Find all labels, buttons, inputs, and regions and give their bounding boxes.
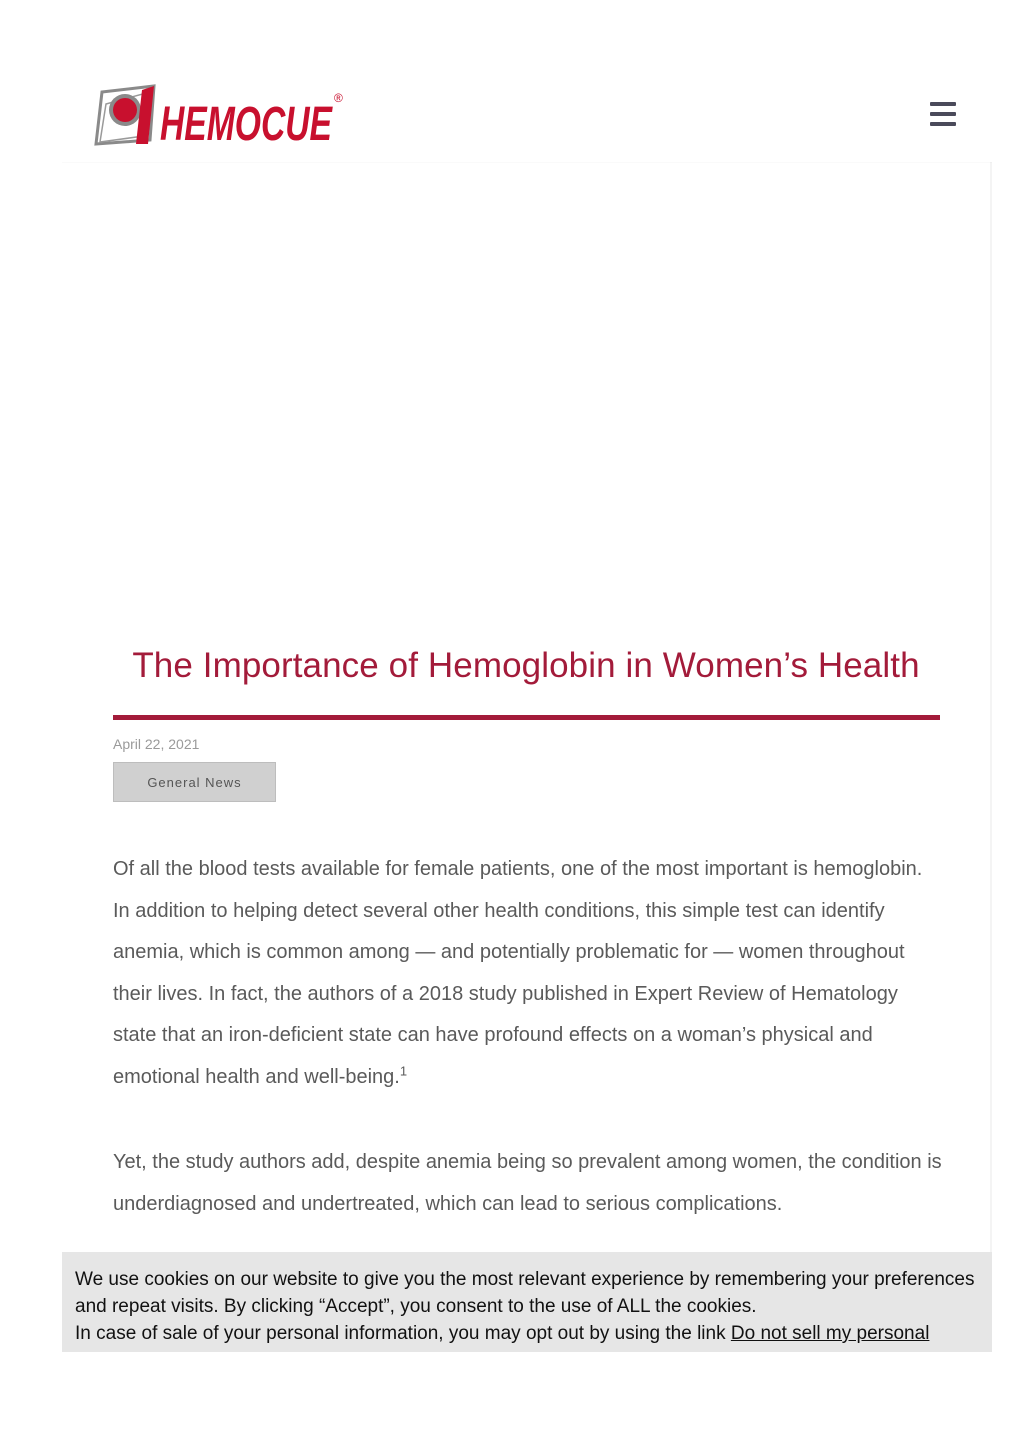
svg-text:®: ® bbox=[334, 91, 343, 105]
svg-text:HEMOCUE: HEMOCUE bbox=[160, 98, 334, 151]
footnote-ref[interactable]: 1 bbox=[399, 1062, 408, 1078]
article-paragraph bbox=[113, 849, 943, 1098]
paragraph-text: Of all the blood tests available for female patients, one of the most important is hemoglobin. In addition to helping detect several other health conditions, this simple test can identify anemia, which is common among — and potentially problematic for — women throughout their lives. In fact, the authors of a 2018 study published in Expert Review of Hematology state that an iron-deficient state can have profound effects on a woman’s physical and emotional health and well-being. bbox=[113, 858, 923, 1088]
cookie-consent-text: We use cookies on our website to give you the most relevant experience by remembering your preferences and repeat visits. By clicking “Accept”, you consent to the use of ALL the cookies. bbox=[75, 1269, 975, 1317]
page-edge bbox=[990, 62, 992, 1352]
cookie-banner bbox=[62, 1252, 992, 1352]
site-header bbox=[62, 62, 992, 162]
article-body bbox=[113, 849, 943, 1269]
title-divider bbox=[113, 715, 940, 720]
cookie-opt-out-text: In case of sale of your personal information, you may opt out by using the link bbox=[75, 1323, 726, 1344]
do-not-sell-link[interactable]: Do not sell my personal bbox=[730, 1323, 930, 1344]
hemocue-logo[interactable] bbox=[92, 82, 352, 152]
article-date: April 22, 2021 bbox=[113, 736, 200, 752]
cookie-opt-out-line bbox=[75, 1320, 978, 1347]
category-tag[interactable]: General News bbox=[113, 762, 276, 802]
article-paragraph: Yet, the study authors add, despite anemia being so prevalent among women, the condition is underdiagnosed and undertreated, which can lead to serious complications. bbox=[113, 1151, 942, 1215]
article-title: The Importance of Hemoglobin in Women’s Health bbox=[132, 646, 920, 685]
hamburger-menu-icon[interactable] bbox=[930, 102, 956, 126]
